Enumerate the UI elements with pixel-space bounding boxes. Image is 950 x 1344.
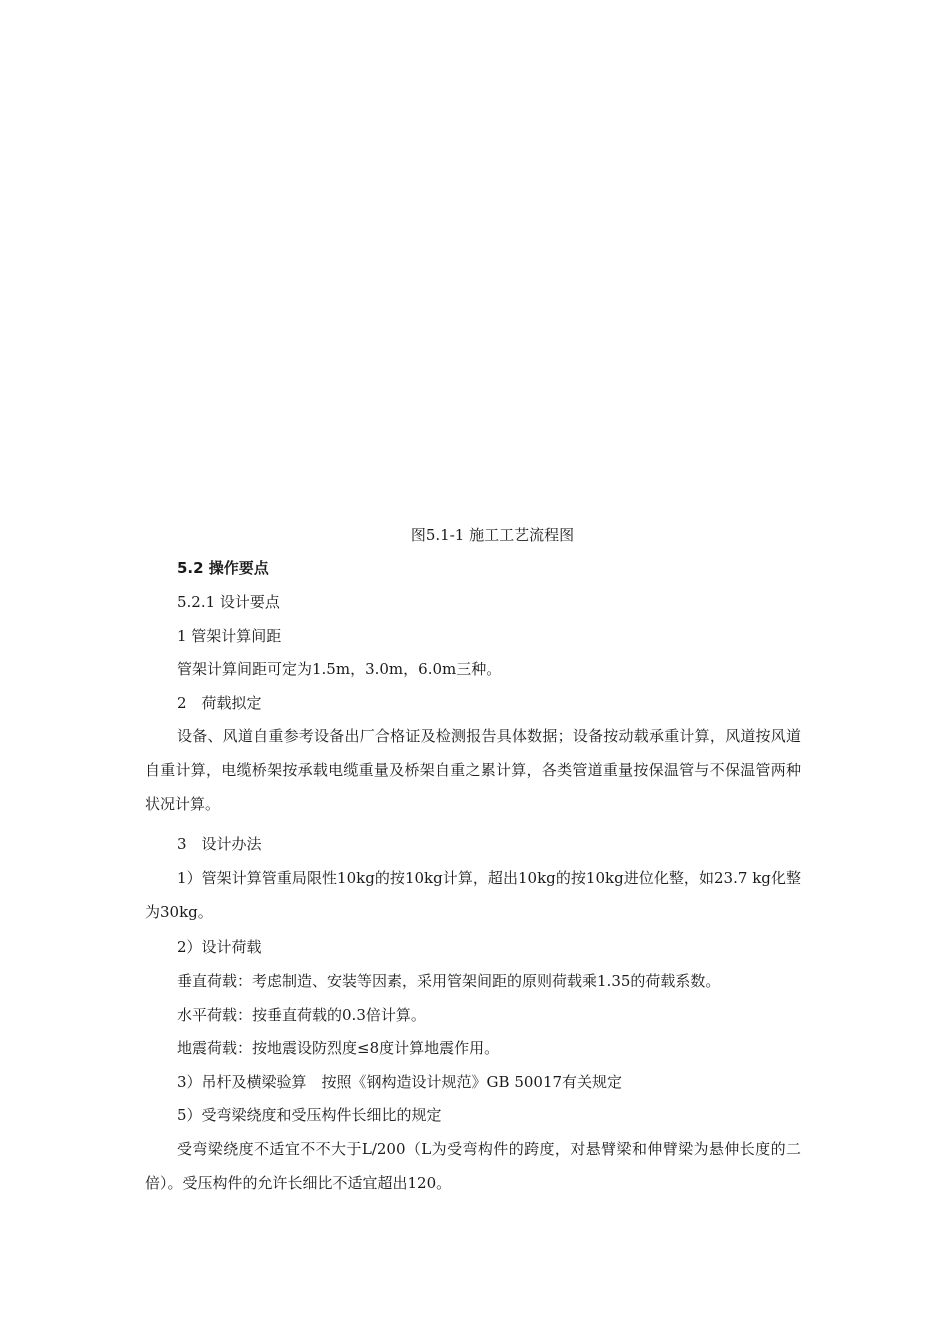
- horizontal-load-text: 水平荷载：按垂直荷载的0.3倍计算。: [177, 1006, 426, 1024]
- load-text: 设备、风道自重参考设备出厂合格证及检测报告具体数据；设备按动载承重计算，风道按风道自重计算，电缆桥架按承载电缆重量及桥架自重之累计算，各类管道重量按保温管与不保温管两种状况计算。: [145, 727, 801, 813]
- spacing-text: 管架计算间距可定为1.5m，3.0m，6.0m三种。: [177, 660, 502, 678]
- spacing-heading: 1 管架计算间距: [177, 627, 282, 645]
- method-2-heading: 2）设计荷载: [177, 938, 262, 956]
- figure-caption: 图5.1-1 施工工艺流程图: [410, 526, 575, 544]
- method-1-text: 1）管架计算管重局限性10kg的按10kg计算，超出10kg的按10kg进位化整，如23.7 kg化整为30kg。: [145, 869, 801, 921]
- vertical-load-text: 垂直荷载：考虑制造、安装等因素，采用管架间距的原则荷载乘1.35的荷载系数。: [177, 972, 721, 990]
- method-3-text: 3）吊杆及横梁验算 按照《钢构造设计规范》GB 50017有关规定: [177, 1073, 623, 1091]
- subsection-title: 5.2.1 设计要点: [177, 593, 280, 611]
- deflection-text: 受弯梁绕度不适宜不不大于L/200（L为受弯构件的跨度，对悬臂梁和伸臂梁为悬伸长度的二倍）。受压构件的允许长细比不适宜超出120。: [145, 1140, 801, 1192]
- method-heading: 3 设计办法: [177, 835, 262, 853]
- section-title: 5.2 操作要点: [177, 559, 269, 577]
- seismic-load-text: 地震荷载：按地震设防烈度≤8度计算地震作用。: [177, 1039, 500, 1057]
- method-5-heading: 5）受弯梁绕度和受压构件长细比的规定: [177, 1106, 442, 1124]
- load-heading: 2 荷载拟定: [177, 694, 262, 712]
